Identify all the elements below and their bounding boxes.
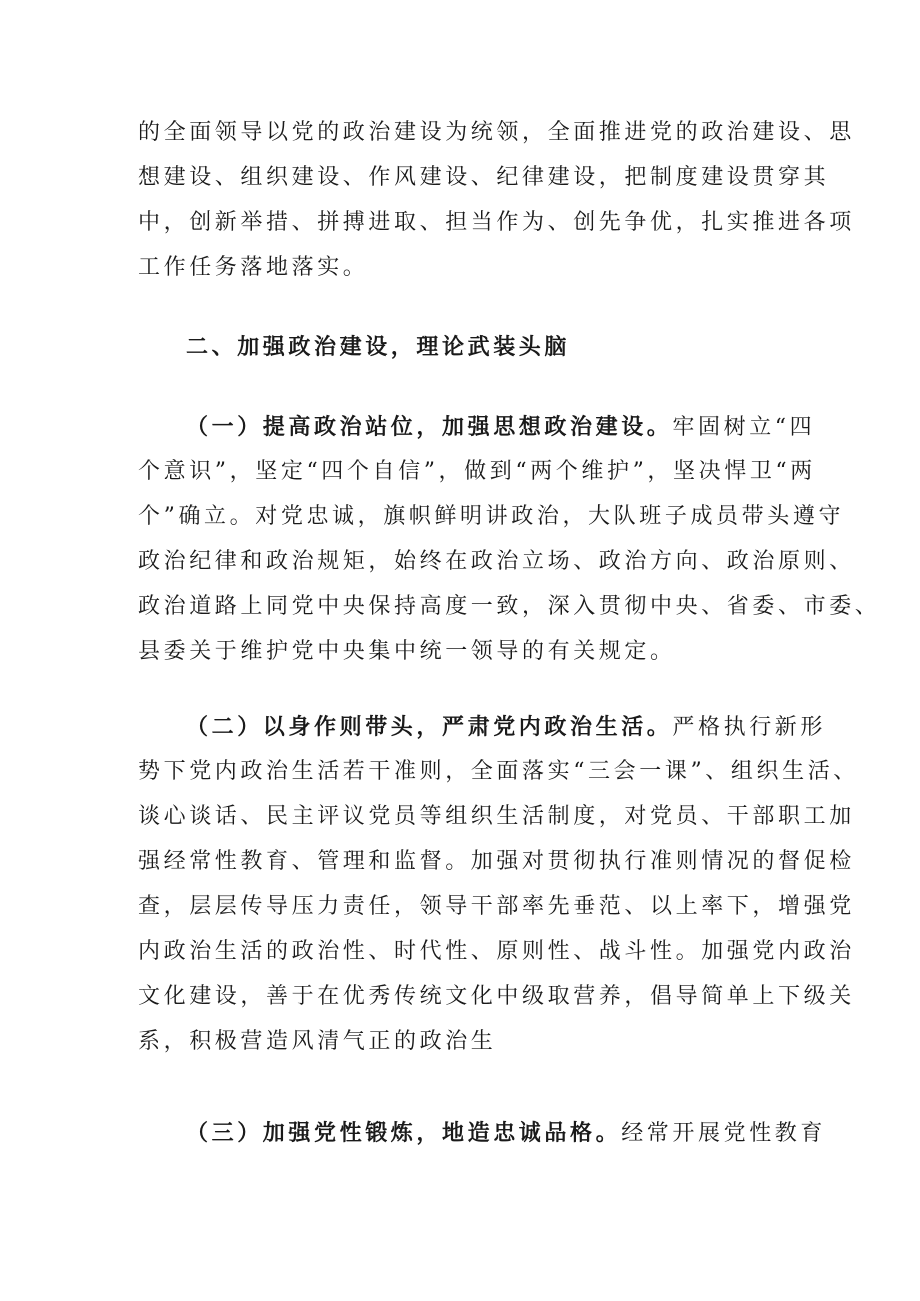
intro-line-4: 工作任务落地落实。: [138, 255, 369, 280]
subsection-3-first-line: [186, 1118, 826, 1149]
subsection-1-line-4: 政治纪律和政治规矩，始终在政治立场、政治方向、政治原则、: [138, 549, 855, 574]
subsection-2-line-4: 强经常性教育、管理和监督。加强对贯彻执行准则情况的督促检: [138, 849, 855, 874]
subsection-1-line-2: 个意识”，坚定“四个自信”，做到“两个维护”，坚决悍卫“两: [138, 459, 816, 484]
subsection-1-line-3: 个”确立。对党忠诚，旗帜鲜明讲政治，大队班子成员带头遵守: [138, 504, 845, 529]
subsection-2-line-8: 系，积极营造风清气正的政治生: [138, 1029, 497, 1054]
subsection-3-title: （三）加强党性锻炼，地造忠诚品格。: [186, 1120, 622, 1146]
subsection-2-line-3: 谈心谈话、民主评议党员等组织生活制度，对党员、干部职工加: [138, 804, 855, 829]
intro-line-2: 想建设、组织建设、作风建设、纪律建设，把制度建设贯穿其: [138, 165, 830, 190]
subsection-1-first-line: [186, 412, 815, 443]
intro-line-1: 的全面领导以党的政治建设为统领，全面推进党的政治建设、思: [138, 120, 855, 145]
intro-line-3: 中，创新举措、拼搏进取、担当作为、创先争优，扎实推进各项: [138, 210, 855, 235]
subsection-2-line-5: 查，层层传导压力责任，领导干部率先垂范、以上率下，增强党: [138, 894, 855, 919]
subsection-1-title: （一）提高政治站位，加强思想政治建设。: [186, 414, 673, 440]
subsection-3-first-line-rest: 经常开展党性教育: [621, 1121, 827, 1146]
subsection-2-first-line: [186, 712, 826, 743]
subsection-1-line-5: 政治道路上同党中央保持高度一致，深入贯彻中央、省委、市委、: [138, 594, 881, 619]
subsection-2-line-6: 内政治生活的政治性、时代性、原则性、战斗性。加强党内政治: [138, 939, 855, 964]
subsection-2-line-2: 势下党内政治生活若干准则，全面落实“三会一课”、组织生活、: [138, 759, 859, 784]
section-heading: 二、加强政治建设，理论武装头脑: [186, 334, 571, 360]
subsection-2-title: （二）以身作则带头，严肃党内政治生活。: [186, 714, 673, 740]
subsection-1-first-line-rest: 牢固树立“四: [672, 415, 816, 440]
subsection-1-line-6: 县委关于维护党中央集中统一领导的有关规定。: [138, 639, 676, 664]
subsection-2-first-line-rest: 严格执行新形: [672, 715, 827, 740]
subsection-2-line-7: 文化建设，善于在优秀传统文化中级取营养，倡导简单上下级关: [138, 984, 855, 1009]
